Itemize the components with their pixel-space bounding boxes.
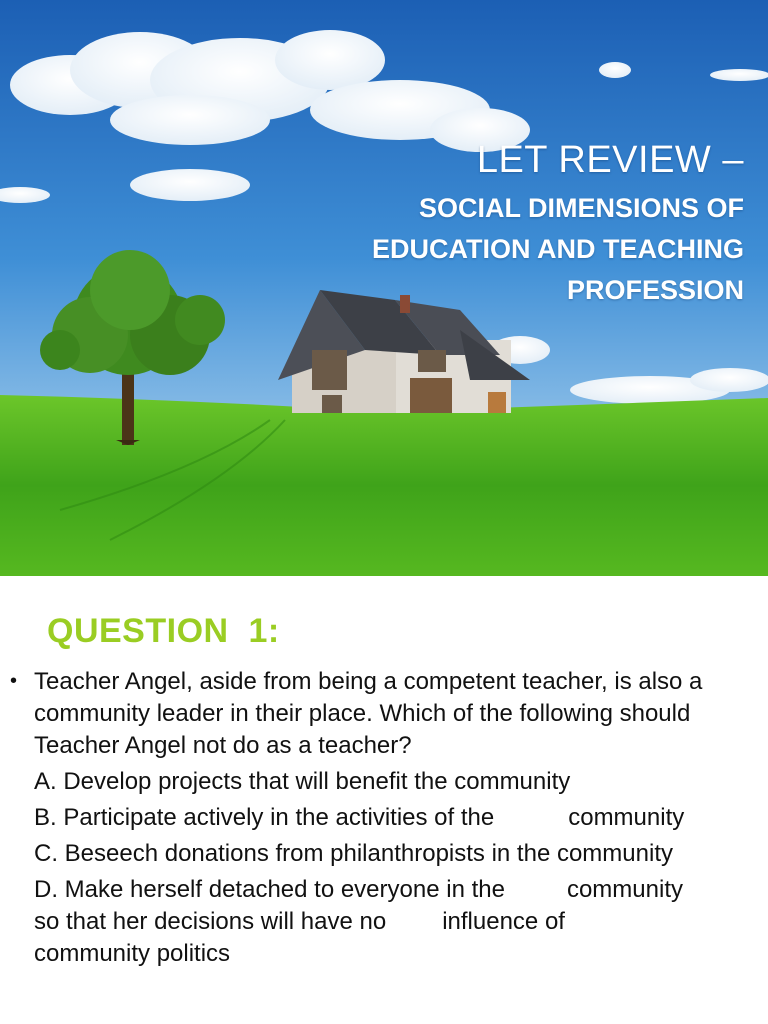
option-d-cont-tail: influence of	[442, 908, 565, 935]
question-stem: Teacher Angel, aside from being a competent teacher, is also a community leader in their place. Which of the following should Teacher Angel not do as a teacher?	[34, 668, 703, 759]
option-d-end: community politics	[34, 940, 231, 967]
subtitle-line-2: EDUCATION AND TEACHING	[372, 234, 744, 264]
bullet-icon: •	[10, 670, 18, 692]
grass-field	[0, 395, 768, 576]
option-a-text: A. Develop projects that will benefit the community	[34, 768, 571, 795]
option-b-text: B. Participate actively in the activities of the	[34, 804, 495, 831]
subtitle-line-1: SOCIAL DIMENSIONS OF	[418, 193, 744, 223]
subtitle-line-3: PROFESSION	[566, 275, 744, 305]
option-a	[34, 766, 759, 798]
option-d-line-3	[34, 938, 759, 970]
option-c	[34, 838, 759, 870]
option-d-cont: so that her decisions will have no	[34, 908, 387, 935]
title-subtitle	[224, 188, 744, 311]
option-b-tail: community	[568, 804, 685, 831]
option-c-text: C. Beseech donations from philanthropists in the community	[34, 840, 673, 867]
slide-title	[224, 138, 744, 311]
option-d-line-2	[34, 906, 759, 938]
question-slide	[0, 576, 768, 1024]
question-body	[34, 666, 759, 974]
option-d-tail: community	[566, 876, 683, 903]
option-d	[34, 874, 759, 906]
question-heading: QUESTION 1:	[47, 612, 280, 650]
option-d-text: D. Make herself detached to everyone in the	[34, 876, 505, 903]
title-main: LET REVIEW –	[476, 139, 744, 181]
option-b	[34, 802, 759, 834]
